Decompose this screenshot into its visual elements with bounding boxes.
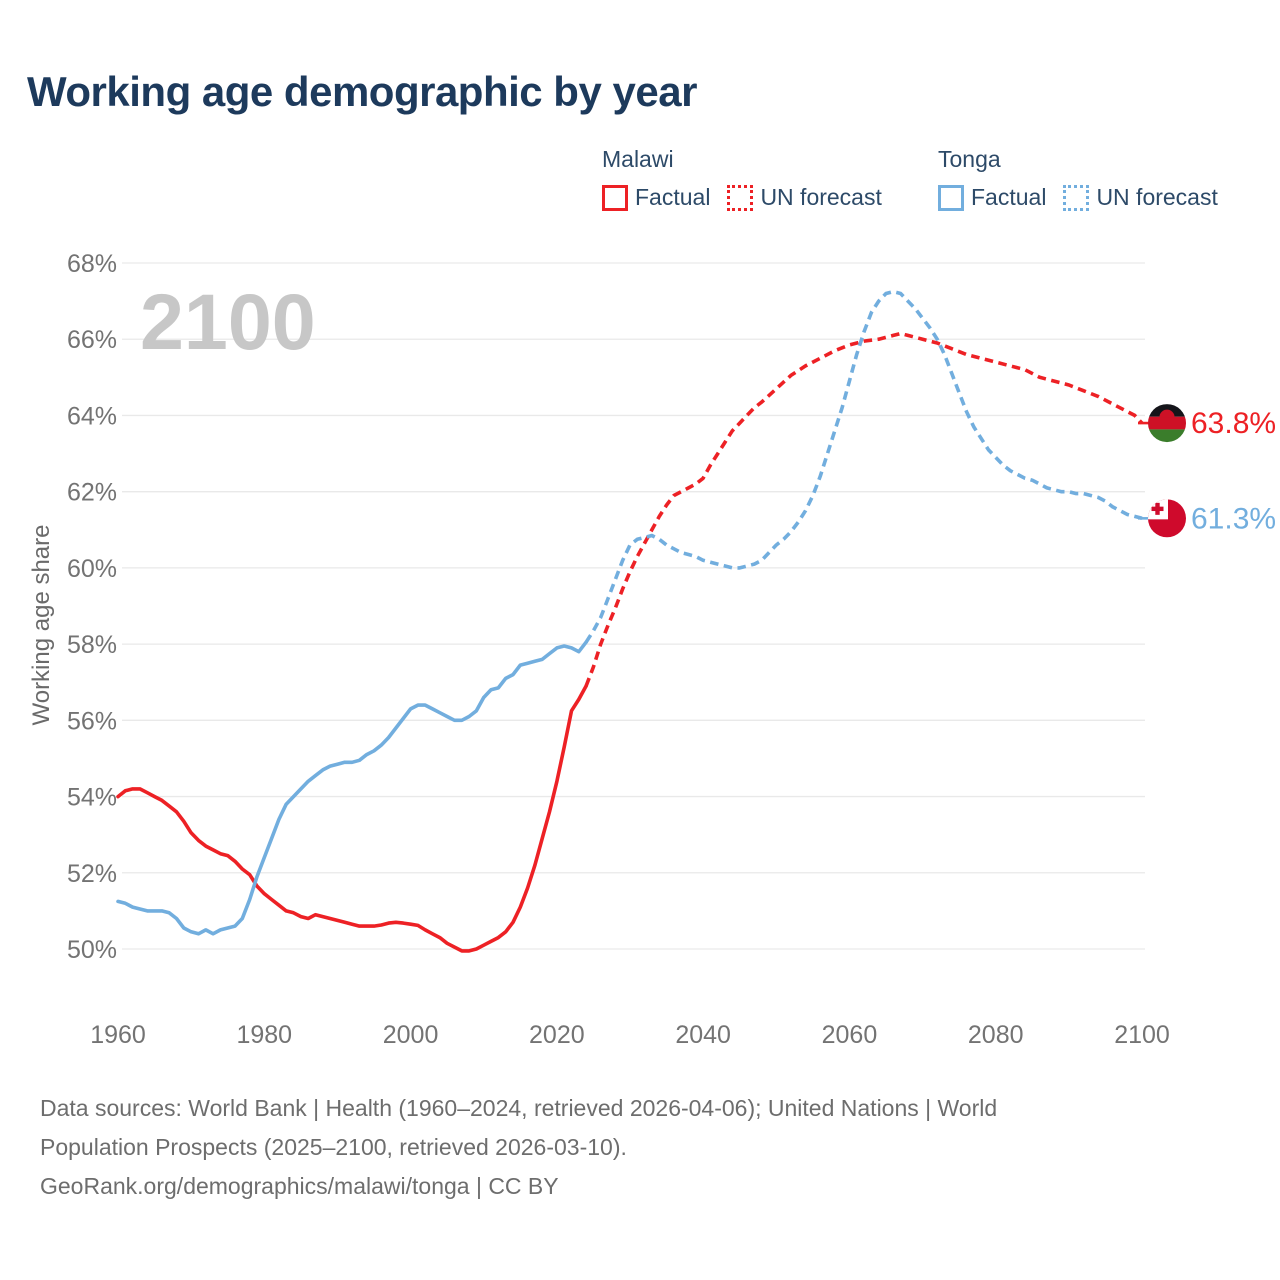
end-marker-malawi	[1148, 404, 1186, 443]
legend-label: UN forecast	[1096, 184, 1218, 210]
legend-item-malawi-forecast	[727, 184, 881, 211]
y-tick-label: 68%	[66, 250, 117, 278]
page-title: Working age demographic by year	[27, 68, 697, 115]
legend-swatch-dotted-icon	[1063, 185, 1089, 211]
x-tick-label: 2060	[821, 1021, 878, 1049]
legend-header-tonga: Tonga	[938, 146, 1001, 172]
legend-group-tonga	[938, 146, 1218, 211]
y-tick-label: 62%	[66, 478, 117, 507]
end-value-label-tonga: 61.3%	[1191, 502, 1277, 536]
end-marker-tonga	[1148, 499, 1186, 537]
x-tick-label: 2100	[1114, 1021, 1170, 1049]
series-line-tonga-forecast	[586, 292, 1142, 643]
series-line-malawi-factual	[118, 686, 586, 951]
end-value-label-malawi: 63.8%	[1191, 407, 1277, 441]
y-tick-label: 52%	[66, 859, 117, 888]
legend-swatch-solid-icon	[602, 185, 628, 211]
legend-label: Factual	[635, 184, 711, 210]
x-tick-label: 1980	[236, 1021, 293, 1049]
legend-item-tonga-forecast	[1063, 184, 1217, 211]
x-tick-label: 2020	[529, 1021, 585, 1049]
legend-group-malawi	[602, 146, 882, 211]
y-tick-label: 66%	[66, 326, 117, 355]
tonga-flag-icon	[1148, 499, 1186, 537]
series-line-malawi-forecast	[586, 334, 1142, 687]
legend-label: Factual	[971, 184, 1047, 210]
legend-row-malawi	[602, 184, 882, 211]
footer-line: GeoRank.org/demographics/malawi/tonga | CC BY	[40, 1173, 559, 1199]
footer-attribution	[40, 1089, 1220, 1206]
legend-label: UN forecast	[760, 184, 882, 210]
malawi-flag-icon	[1148, 404, 1186, 443]
y-tick-label: 54%	[66, 783, 117, 812]
y-tick-label: 56%	[66, 707, 117, 736]
legend-item-tonga-factual	[938, 184, 1046, 211]
y-tick-label: 60%	[66, 554, 117, 583]
y-tick-label: 64%	[66, 402, 117, 431]
year-watermark: 2100	[140, 277, 316, 366]
x-tick-label: 2000	[382, 1021, 439, 1049]
series-line-tonga-factual	[118, 642, 586, 934]
y-axis-title: Working age share	[28, 524, 55, 726]
y-tick-label: 58%	[66, 631, 117, 660]
x-tick-label: 2040	[675, 1021, 731, 1049]
y-tick-label: 50%	[66, 935, 117, 964]
legend-row-tonga	[938, 184, 1218, 211]
legend-item-malawi-factual	[602, 184, 710, 211]
footer-line: Population Prospects (2025–2100, retrieved 2026-03-10).	[40, 1134, 627, 1160]
x-tick-label: 1960	[90, 1021, 146, 1049]
legend-swatch-dotted-icon	[727, 185, 753, 211]
legend-swatch-solid-icon	[938, 185, 964, 211]
x-tick-label: 2080	[967, 1021, 1024, 1049]
footer-line: Data sources: World Bank | Health (1960–2024, retrieved 2026-04-06); United Nations | World	[40, 1095, 998, 1121]
legend-header-malawi: Malawi	[602, 146, 674, 172]
